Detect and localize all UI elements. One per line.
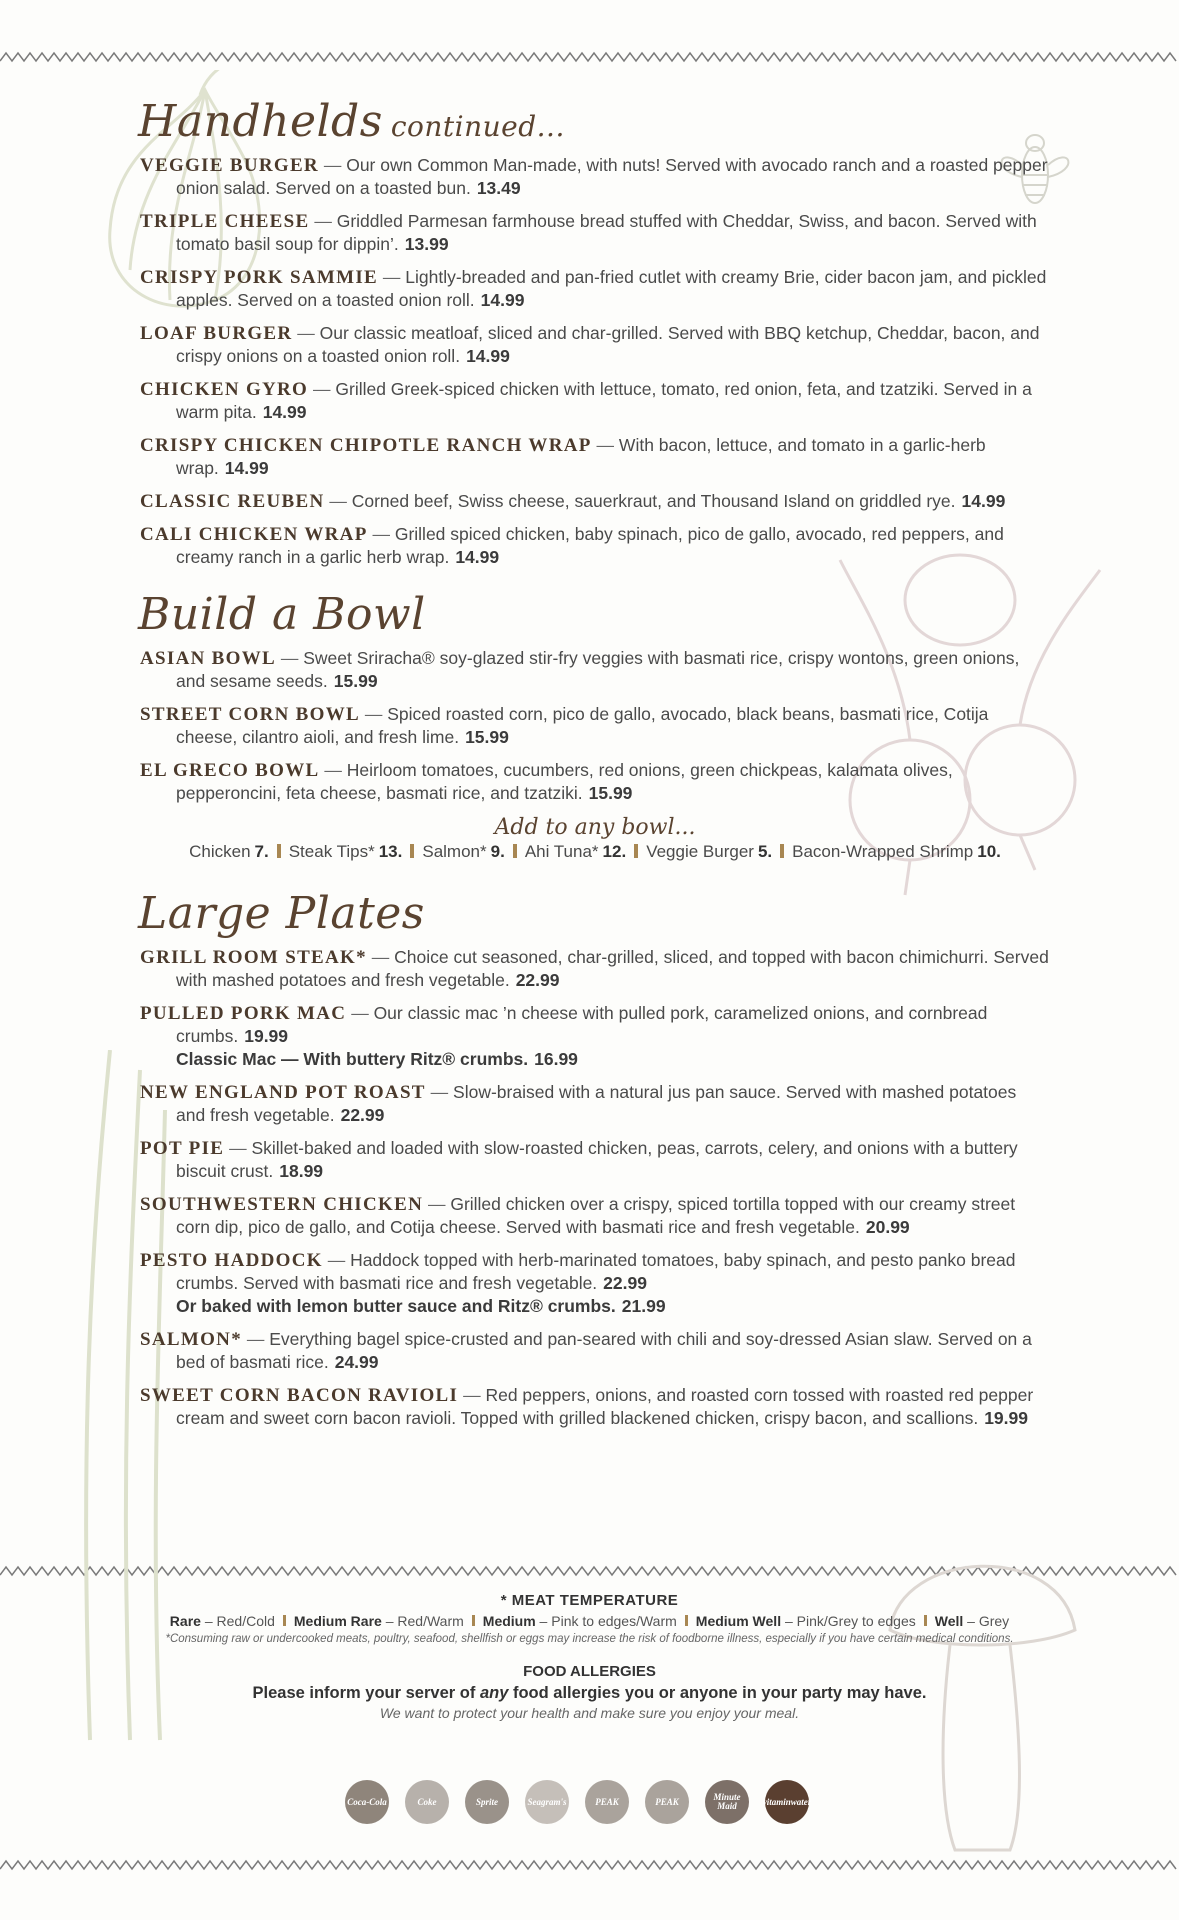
- menu-item-name: PULLED PORK MAC: [140, 1003, 347, 1024]
- beverage-logo: PEAK: [645, 1780, 689, 1824]
- zigzag-border-bottom: [0, 1858, 1179, 1872]
- allergy-text-emphasis: any: [479, 1684, 509, 1702]
- menu-item-price: 15.99: [465, 727, 509, 747]
- menu-item-description: Grilled chicken over a crispy, spiced tortilla topped with our creamy street corn dip, pico de gallo, and Cotija cheese. Served with basmati rice and fresh vegetable.: [176, 1194, 1016, 1237]
- addon-option: [525, 842, 626, 861]
- menu-item: [140, 378, 1050, 424]
- em-dash-separator: —: [367, 524, 395, 544]
- beverage-logo-row: [345, 1780, 812, 1824]
- em-dash-separator: —: [346, 1003, 374, 1023]
- menu-item: [140, 946, 1050, 992]
- menu-item: [140, 154, 1050, 200]
- menu-item-description: Haddock topped with herb-marinated tomatoes, baby spinach, and pesto panko bread crumbs. Served with basmati rice and fresh vegetable.: [176, 1250, 1016, 1293]
- addon-price: 5.: [757, 842, 773, 861]
- food-allergies-notice: [0, 1684, 1179, 1703]
- temperature-description: Pink/Grey to edges: [796, 1613, 916, 1629]
- menu-item: [140, 1002, 1050, 1071]
- menu-item: [140, 266, 1050, 312]
- menu-item-description: Skillet-baked and loaded with slow-roasted chicken, peas, carrots, celery, and onions with a buttery biscuit crust.: [176, 1138, 1018, 1181]
- menu-item: [140, 703, 1050, 749]
- section-title-text: Large Plates: [138, 888, 425, 939]
- section-title-build-a-bowl: [138, 589, 1050, 640]
- menu-content: [138, 96, 1050, 1440]
- menu-item-name: CRISPY PORK SAMMIE: [140, 267, 379, 288]
- menu-item-price: 22.99: [603, 1273, 647, 1293]
- beverage-logo: vitaminwater: [765, 1780, 809, 1824]
- beverage-logo: Minute Maid: [705, 1780, 749, 1824]
- menu-item-description: Choice cut seasoned, char-grilled, sliced, and topped with bacon chimichurri. Served with mashed potatoes and fresh vegetable.: [176, 947, 1049, 990]
- allergy-text-pre: Please inform your server of: [252, 1684, 480, 1702]
- item-list-handhelds: [140, 154, 1050, 569]
- divider-bar: [283, 1615, 286, 1626]
- item-list-bowls: [140, 647, 1050, 805]
- em-dash-separator: –: [535, 1613, 552, 1629]
- menu-item: [140, 322, 1050, 368]
- menu-item-price: 19.99: [984, 1408, 1028, 1428]
- menu-item-description: Corned beef, Swiss cheese, sauerkraut, and Thousand Island on griddled rye.: [351, 491, 956, 511]
- menu-item-name: POT PIE: [140, 1138, 225, 1159]
- em-dash-separator: —: [309, 211, 337, 231]
- menu-item-price: 15.99: [588, 783, 633, 803]
- em-dash-separator: –: [381, 1613, 398, 1629]
- menu-item-name: GRILL ROOM STEAK*: [140, 947, 367, 968]
- menu-item-name: CRISPY CHICKEN CHIPOTLE RANCH WRAP: [140, 435, 592, 456]
- menu-item-name: EL GRECO BOWL: [140, 760, 320, 781]
- menu-item-name: LOAF BURGER: [140, 323, 293, 344]
- menu-item: [140, 1328, 1050, 1374]
- divider-bar: [472, 1615, 475, 1626]
- menu-item-name: TRIPLE CHEESE: [140, 211, 310, 232]
- menu-item-variant: [176, 1295, 1050, 1318]
- section-title-text: Build a Bowl: [138, 589, 426, 640]
- divider-bar: [277, 844, 281, 858]
- menu-item-name: SWEET CORN BACON RAVIOLI: [140, 1385, 459, 1406]
- menu-item-price: 14.99: [455, 547, 500, 567]
- section-title-suffix: continued...: [390, 110, 565, 143]
- menu-item-variant-text: Or baked with lemon butter sauce and Ritz® crumbs.: [176, 1296, 616, 1316]
- menu-item-description: Our classic meatloaf, sliced and char-grilled. Served with BBQ ketchup, Cheddar, bacon, and crispy onions on a toasted onion roll.: [176, 323, 1040, 366]
- menu-item: [140, 490, 1050, 513]
- em-dash-separator: —: [318, 155, 347, 175]
- menu-item-price: 20.99: [865, 1217, 910, 1237]
- beverage-logo: Sprite: [465, 1780, 509, 1824]
- divider-bar: [780, 844, 784, 858]
- menu-item-description: Our classic mac ’n cheese with pulled pork, caramelized onions, and cornbread crumbs.: [176, 1003, 988, 1046]
- addon-option: [792, 842, 1001, 861]
- menu-item-variant-text: Classic Mac — With buttery Ritz® crumbs.: [176, 1049, 529, 1069]
- menu-item-price: 22.99: [515, 970, 560, 990]
- menu-item: [140, 1081, 1050, 1127]
- addon-option: [189, 842, 269, 861]
- item-list-large-plates: [140, 946, 1050, 1430]
- addon-price: 12.: [602, 842, 627, 861]
- menu-item-description: Heirloom tomatoes, cucumbers, red onions, green chickpeas, kalamata olives, pepperoncini, feta cheese, basmati rice, and tzatziki.: [176, 760, 953, 803]
- em-dash-separator: —: [458, 1385, 486, 1405]
- temperature-level: Rare: [169, 1613, 201, 1629]
- temperature-level: Medium Well: [695, 1613, 782, 1629]
- menu-item: [140, 1384, 1050, 1430]
- em-dash-separator: —: [292, 323, 320, 343]
- em-dash-separator: –: [963, 1613, 979, 1629]
- addon-name: Steak Tips*: [288, 842, 375, 861]
- temperature-description: Grey: [978, 1613, 1010, 1629]
- menu-item-description: With bacon, lettuce, and tomato in a garlic-herb wrap.: [176, 435, 986, 478]
- menu-item-name: NEW ENGLAND POT ROAST: [140, 1082, 426, 1103]
- menu-item-price: 24.99: [334, 1352, 379, 1372]
- em-dash-separator: –: [781, 1613, 797, 1629]
- menu-item: [140, 759, 1050, 805]
- addon-price: 10.: [977, 842, 1001, 861]
- divider-bar: [513, 844, 517, 858]
- meat-temperature-title: * MEAT TEMPERATURE: [500, 1592, 679, 1609]
- addon-option: [289, 842, 403, 861]
- menu-item-description: Slow-braised with a natural jus pan sauce. Served with mashed potatoes and fresh vegetable.: [176, 1082, 1017, 1125]
- menu-item-name: VEGGIE BURGER: [140, 155, 319, 176]
- addon-name: Veggie Burger: [646, 842, 754, 861]
- menu-item-price: 14.99: [224, 458, 269, 478]
- em-dash-separator: —: [591, 435, 619, 455]
- temperature-level: Medium: [482, 1613, 536, 1629]
- menu-item-description: Sweet Sriracha® soy-glazed stir-fry veggies with basmati rice, crispy wontons, green onions, and sesame seeds.: [176, 648, 1020, 691]
- addon-title: Add to any bowl...: [494, 815, 696, 840]
- em-dash-separator: –: [200, 1613, 217, 1629]
- menu-item: [140, 210, 1050, 256]
- temperature-description: Red/Warm: [397, 1613, 464, 1629]
- temperature-level: Medium Rare: [293, 1613, 382, 1629]
- addon-option: [422, 842, 504, 861]
- divider-bar: [634, 844, 638, 858]
- em-dash-separator: —: [308, 379, 336, 399]
- menu-item: [140, 1249, 1050, 1318]
- menu-item-description: Spiced roasted corn, pico de gallo, avocado, black beans, basmati rice, Cotija cheese, cilantro aioli, and fresh lime.: [176, 704, 989, 747]
- menu-item-price: 19.99: [244, 1026, 289, 1046]
- menu-item-description: Everything bagel spice-crusted and pan-seared with chili and soy-dressed Asian slaw. Served on a bed of basmati rice.: [176, 1329, 1032, 1372]
- menu-item: [140, 1137, 1050, 1183]
- em-dash-separator: —: [319, 760, 347, 780]
- beverage-logo: Seagram's: [525, 1780, 569, 1824]
- em-dash-separator: —: [224, 1138, 252, 1158]
- section-title-text: Handhelds: [138, 96, 383, 147]
- em-dash-separator: —: [360, 704, 388, 724]
- menu-item-name: STREET CORN BOWL: [140, 704, 361, 725]
- food-allergies-subtext: We want to protect your health and make sure you enjoy your meal.: [379, 1705, 800, 1721]
- menu-item-description: Our own Common Man-made, with nuts! Served with avocado ranch and a roasted pepper onion salad. Served on a toasted bun.: [176, 155, 1048, 198]
- allergy-text-post: food allergies you or anyone in your party may have.: [508, 1684, 927, 1702]
- em-dash-separator: —: [322, 1250, 351, 1270]
- addon-price: 7.: [254, 842, 269, 861]
- temperature-level: Well: [934, 1613, 964, 1629]
- addon-name: Ahi Tuna*: [524, 842, 599, 861]
- em-dash-separator: —: [366, 947, 395, 967]
- addon-name: Salmon*: [422, 842, 487, 861]
- temperature-description: Red/Cold: [216, 1613, 275, 1629]
- menu-item: [140, 1193, 1050, 1239]
- beverage-logo: PEAK: [585, 1780, 629, 1824]
- zigzag-border-top: [0, 50, 1179, 64]
- menu-item-description: Griddled Parmesan farmhouse bread stuffed with Cheddar, Swiss, and bacon. Served with tomato basil soup for dippin’.: [176, 211, 1037, 254]
- menu-item-price: 18.99: [279, 1161, 324, 1181]
- zigzag-border-middle: [0, 1564, 1179, 1578]
- menu-item-variant-price: 16.99: [534, 1049, 578, 1069]
- em-dash-separator: —: [425, 1082, 454, 1102]
- addon-price: 9.: [490, 842, 505, 861]
- food-allergies-title: FOOD ALLERGIES: [523, 1663, 656, 1680]
- menu-item-name: PESTO HADDOCK: [140, 1250, 323, 1271]
- addon-price: 13.: [378, 842, 403, 861]
- divider-bar: [685, 1615, 688, 1626]
- menu-item-price: 13.49: [476, 178, 521, 198]
- beverage-logo: Coke: [405, 1780, 449, 1824]
- section-build-a-bowl: [138, 589, 1050, 862]
- menu-item-price: 22.99: [340, 1105, 385, 1125]
- em-dash-separator: —: [378, 267, 406, 287]
- divider-bar: [410, 844, 414, 858]
- menu-item: [140, 647, 1050, 693]
- addon-name: Chicken: [189, 842, 251, 861]
- raw-food-disclaimer: *Consuming raw or undercooked meats, poultry, seafood, shellfish or eggs may increase the risk of foodborne illness, especially if you have certain medical conditions.: [165, 1633, 1014, 1645]
- menu-item-name: CALI CHICKEN WRAP: [140, 524, 368, 545]
- menu-item-price: 13.99: [404, 234, 449, 254]
- menu-item-price: 15.99: [333, 671, 378, 691]
- menu-item-name: SOUTHWESTERN CHICKEN: [140, 1194, 424, 1215]
- menu-item-variant: [176, 1048, 1050, 1071]
- menu-item: [140, 523, 1050, 569]
- em-dash-separator: —: [324, 491, 352, 511]
- menu-footer: [0, 1592, 1179, 1721]
- meat-temperature-list: [0, 1613, 1179, 1629]
- menu-item-variant-price: 21.99: [621, 1296, 666, 1316]
- menu-item-description: Lightly-breaded and pan-fried cutlet with creamy Brie, cider bacon jam, and pickled apples. Served on a toasted onion roll.: [176, 267, 1047, 310]
- menu-item-price: 14.99: [262, 402, 307, 422]
- addon-option: [646, 842, 772, 861]
- menu-item-description: Grilled Greek-spiced chicken with lettuce, tomato, red onion, feta, and tzatziki. Served in a warm pita.: [176, 379, 1032, 422]
- beverage-logo: Coca-Cola: [345, 1780, 389, 1824]
- menu-item: [140, 434, 1050, 480]
- addon-name: Bacon-Wrapped Shrimp: [792, 842, 974, 861]
- menu-item-price: 14.99: [480, 290, 525, 310]
- menu-item-description: Red peppers, onions, and roasted corn tossed with roasted red pepper cream and sweet corn bacon ravioli. Topped with grilled blackened chicken, crispy bacon, and scallions.: [176, 1385, 1034, 1428]
- em-dash-separator: —: [423, 1194, 451, 1214]
- menu-item-name: CLASSIC REUBEN: [140, 491, 325, 512]
- menu-item-name: ASIAN BOWL: [140, 648, 276, 669]
- menu-item-description: Grilled spiced chicken, baby spinach, pico de gallo, avocado, red peppers, and creamy ranch in a garlic herb wrap.: [176, 524, 1004, 567]
- section-large-plates: [138, 888, 1050, 1430]
- em-dash-separator: —: [276, 648, 304, 668]
- menu-item-price: 14.99: [961, 491, 1006, 511]
- menu-item-name: CHICKEN GYRO: [140, 379, 309, 400]
- section-title-handhelds: [138, 96, 1050, 147]
- section-title-large-plates: [138, 888, 1050, 939]
- section-handhelds: [138, 96, 1050, 569]
- divider-bar: [924, 1615, 927, 1626]
- menu-item-name: SALMON*: [140, 1329, 242, 1350]
- addon-list: [140, 842, 1050, 862]
- menu-item-price: 14.99: [466, 346, 510, 366]
- em-dash-separator: —: [242, 1329, 270, 1349]
- temperature-description: Pink to edges/Warm: [551, 1613, 677, 1629]
